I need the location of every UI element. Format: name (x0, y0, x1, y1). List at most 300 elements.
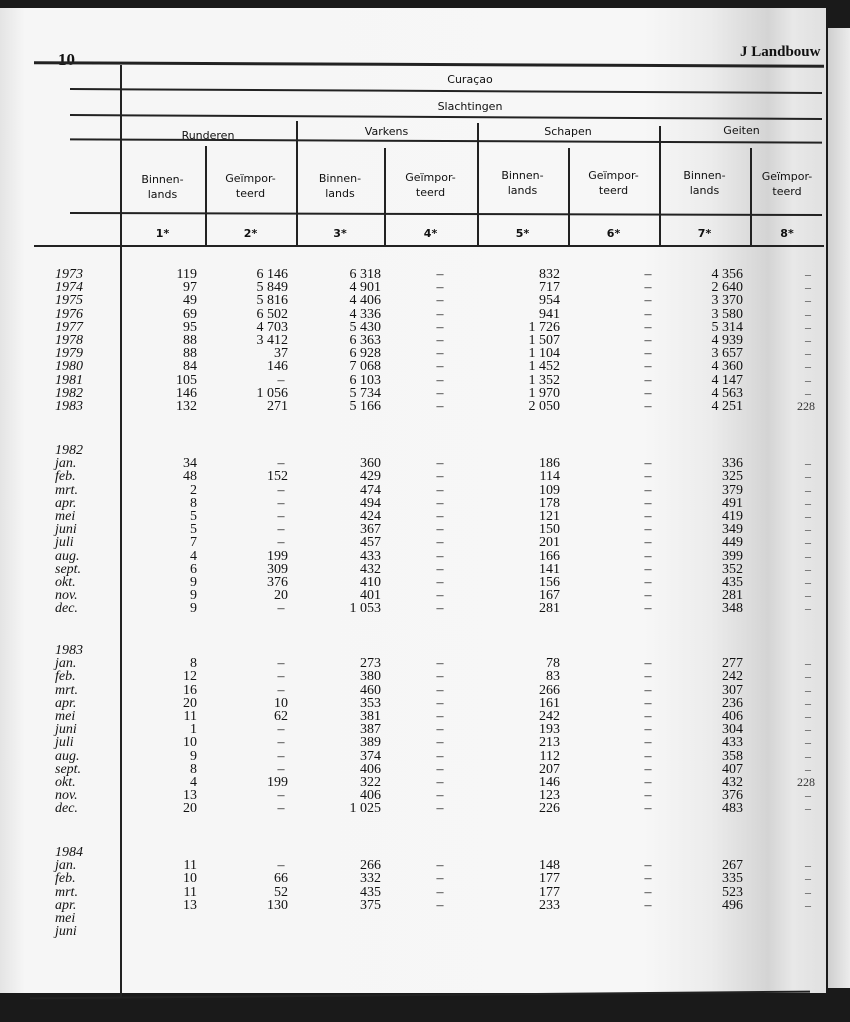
row-label: nov. (55, 588, 78, 604)
table-cell: 271 (267, 399, 288, 414)
table-cell: 242 (722, 669, 743, 685)
table-cell: – (644, 319, 652, 335)
header-rule-2 (70, 114, 822, 119)
table-cell: – (436, 267, 444, 282)
table-cell: 353 (360, 695, 381, 711)
table-cell: 37 (274, 346, 288, 362)
subcolumn-header (568, 168, 659, 198)
table-cell: 10 (274, 695, 288, 711)
table-cell: 332 (360, 871, 381, 887)
row-label: aug. (55, 748, 80, 764)
table-bottom-rule (30, 991, 810, 1000)
table-cell: 457 (360, 535, 381, 551)
table-top-rule (34, 61, 824, 67)
table-cell: – (277, 482, 285, 498)
table-cell: – (644, 456, 652, 472)
table-cell: – (644, 588, 652, 604)
table-cell: – (805, 871, 811, 886)
table-cell: – (644, 897, 652, 913)
table-cell: – (805, 319, 811, 334)
table-cell: 3 412 (256, 333, 288, 348)
table-cell: – (805, 709, 811, 723)
table-cell: – (644, 522, 652, 538)
table-cell: 376 (722, 788, 743, 804)
table-cell: – (805, 267, 811, 281)
table-cell: – (644, 346, 652, 362)
table-cell: – (436, 306, 444, 322)
table-cell: 435 (360, 884, 381, 900)
table-cell: – (805, 897, 811, 912)
table-cell: 105 (176, 372, 197, 388)
table-cell: – (644, 495, 652, 511)
table-cell: 374 (360, 748, 381, 764)
table-cell: – (805, 385, 811, 400)
group-header-schapen: Schapen (544, 125, 592, 138)
table-cell: – (644, 682, 652, 698)
table-cell: – (644, 293, 652, 309)
table-cell: 717 (539, 280, 560, 296)
table-cell: – (805, 293, 811, 308)
row-label: 1983 (55, 399, 83, 414)
row-label: mei (55, 509, 76, 524)
table-cell: 62 (274, 709, 288, 724)
table-cell: 5 (190, 522, 197, 538)
table-cell: – (644, 858, 652, 874)
row-label: 1982 (55, 385, 83, 401)
column-number: 8* (780, 227, 794, 240)
subcolumn-label-line2: teerd (598, 184, 629, 197)
table-cell: – (644, 548, 652, 564)
table-cell: 1 507 (528, 333, 560, 348)
table-cell: – (644, 306, 652, 322)
table-cell: 2 (190, 482, 197, 498)
table-cell: 349 (722, 522, 743, 538)
table-cell: 4 563 (711, 385, 743, 401)
table-cell: – (277, 722, 285, 738)
table-cell: 491 (722, 495, 743, 511)
table-cell: – (644, 695, 652, 711)
row-label: juli (55, 735, 74, 751)
table-cell: – (805, 788, 811, 803)
table-cell: 3 370 (711, 293, 743, 309)
table-cell: – (436, 709, 444, 724)
table-cell: – (805, 469, 811, 484)
row-label: 1973 (55, 267, 83, 282)
table-cell: – (805, 682, 811, 697)
table-cell: 406 (360, 788, 381, 804)
table-cell: 9 (190, 588, 197, 604)
table-cell: – (436, 280, 444, 296)
subcolumn-label-line2: teerd (235, 187, 266, 200)
row-label: apr. (55, 495, 77, 511)
table-cell: – (277, 522, 285, 538)
row-label: dec. (55, 801, 78, 817)
table-cell: – (644, 775, 652, 790)
table-cell: 207 (539, 761, 560, 777)
table-cell: 199 (267, 775, 288, 790)
table-cell: 5 (190, 509, 197, 524)
row-label: 1977 (55, 319, 83, 335)
table-cell: 433 (722, 735, 743, 751)
table-cell: 66 (274, 871, 288, 887)
table-cell: 11 (183, 858, 197, 874)
table-cell: – (436, 293, 444, 309)
table-cell: 1 (190, 722, 197, 738)
table-cell: 281 (722, 588, 743, 604)
table-cell: 273 (360, 656, 381, 672)
table-cell: 6 (190, 561, 197, 577)
table-cell: – (805, 695, 811, 710)
row-label: feb. (55, 669, 76, 685)
table-cell: 95 (183, 319, 197, 335)
table-cell: 236 (722, 695, 743, 711)
row-label: jan. (55, 656, 77, 672)
table-cell: – (805, 801, 811, 816)
table-cell: – (805, 884, 811, 899)
subcolumn-label-line1: Binnen- (318, 172, 362, 185)
row-label: 1981 (55, 372, 83, 388)
row-label: feb. (55, 871, 76, 887)
group-header-geiten: Geiten (723, 124, 760, 137)
row-label: dec. (55, 601, 78, 617)
column-number: 3* (333, 227, 347, 240)
row-label: juni (55, 522, 77, 538)
row-label: mrt. (55, 884, 78, 900)
table-cell: 193 (539, 722, 560, 738)
table-cell: 5 430 (349, 319, 381, 335)
table-cell: 1 025 (349, 801, 381, 817)
table-cell: 10 (183, 871, 197, 887)
table-cell: 69 (183, 306, 197, 322)
table-cell: – (277, 456, 285, 472)
table-cell: 496 (722, 897, 743, 913)
table-cell: 4 360 (711, 359, 743, 375)
table-cell: 228 (797, 775, 815, 789)
row-label: feb. (55, 469, 76, 485)
section-title: J Landbouw (740, 44, 821, 60)
table-cell: 432 (360, 561, 381, 577)
table-cell: 4 939 (711, 333, 743, 348)
table-cell: 399 (722, 548, 743, 564)
table-cell: – (436, 722, 444, 738)
row-label: apr. (55, 695, 77, 711)
row-label: juni (55, 722, 77, 738)
row-label: 1975 (55, 293, 83, 309)
row-label: jan. (55, 456, 77, 472)
table-cell: – (644, 735, 652, 751)
table-cell: – (644, 482, 652, 498)
table-cell: 4 (190, 775, 197, 790)
table-cell: 8 (190, 761, 197, 777)
table-cell: 410 (360, 575, 381, 590)
table-cell: – (277, 748, 285, 764)
table-cell: 114 (539, 469, 560, 485)
table-cell: 49 (183, 293, 197, 309)
table-cell: 6 146 (256, 267, 288, 282)
table-cell: 5 816 (256, 293, 288, 309)
table-cell: – (436, 399, 444, 414)
table-cell: 141 (539, 561, 560, 577)
row-label: juli (55, 535, 74, 551)
header-rule-1 (70, 88, 822, 93)
table-cell: 4 (190, 548, 197, 564)
table-cell: 130 (267, 897, 288, 913)
subcolumn-label-line2: teerd (415, 186, 446, 199)
subcolumn-label-line2: lands (507, 184, 538, 197)
table-cell: – (436, 346, 444, 362)
table-cell: – (277, 535, 285, 551)
page-number: 10 (58, 50, 75, 69)
table-cell: 4 901 (349, 280, 381, 296)
table-cell: 387 (360, 722, 381, 738)
table-cell: 112 (539, 748, 560, 764)
table-cell: 406 (722, 709, 743, 724)
table-cell: 161 (539, 695, 560, 711)
table-cell: 11 (183, 709, 197, 724)
subcolumn-header (205, 171, 296, 201)
table-cell: – (644, 399, 652, 414)
table-cell: 1 726 (528, 319, 560, 335)
table-cell: 146 (267, 359, 288, 375)
table-cell: – (805, 359, 811, 374)
table-cell: 2 640 (711, 280, 743, 296)
table-cell: – (644, 359, 652, 375)
table-cell: – (277, 682, 285, 698)
subtitle-header: Slachtingen (437, 100, 503, 113)
subcolumn-header (477, 168, 568, 198)
table-cell: – (644, 669, 652, 685)
table-cell: – (436, 522, 444, 538)
table-cell: – (436, 319, 444, 335)
table-cell: – (436, 535, 444, 551)
table-cell: 146 (176, 385, 197, 401)
table-cell: – (436, 656, 444, 672)
subcolumn-header (120, 172, 205, 202)
stub-divider (120, 65, 122, 997)
table-cell: – (805, 509, 811, 523)
table-cell: 424 (360, 509, 381, 524)
table-cell: 277 (722, 656, 743, 672)
table-cell: 20 (183, 695, 197, 711)
table-cell: – (805, 280, 811, 295)
table-cell: 9 (190, 748, 197, 764)
table-cell: – (436, 575, 444, 590)
table-cell: 1 352 (528, 372, 560, 388)
table-cell: – (644, 372, 652, 388)
table-cell: 8 (190, 656, 197, 672)
row-label: 1979 (55, 346, 83, 362)
table-cell: 325 (722, 469, 743, 485)
table-cell: – (277, 509, 285, 524)
table-cell: 5 734 (349, 385, 381, 401)
region-header: Curaçao (447, 73, 493, 86)
subcolumn-label-line1: Geïmpor- (761, 170, 813, 183)
column-number: 4* (423, 227, 438, 240)
table-cell: 119 (176, 267, 197, 282)
table-cell: – (805, 858, 811, 873)
row-label: 1980 (55, 359, 83, 375)
row-label: 1976 (55, 306, 83, 322)
table-cell: 150 (539, 522, 560, 538)
table-cell: 166 (539, 548, 560, 564)
table-cell: 941 (539, 306, 560, 322)
table-cell: 13 (183, 897, 197, 913)
table-cell: – (644, 509, 652, 524)
subcolumn-header (750, 169, 824, 199)
table-cell: – (436, 372, 444, 388)
row-label: okt. (55, 575, 76, 590)
table-cell: – (644, 748, 652, 764)
table-cell: – (805, 548, 811, 563)
table-cell: 88 (183, 346, 197, 362)
table-cell: 1 970 (528, 385, 560, 401)
row-label: 1978 (55, 333, 83, 348)
table-cell: 429 (360, 469, 381, 485)
table-cell: 4 251 (711, 399, 743, 414)
table-cell: – (277, 788, 285, 804)
table-cell: 433 (360, 548, 381, 564)
table-cell: – (644, 709, 652, 724)
table-cell: – (436, 884, 444, 900)
table-cell: – (805, 601, 811, 616)
table-cell: 97 (183, 280, 197, 296)
table-cell: 266 (539, 682, 560, 698)
table-cell: 11 (183, 884, 197, 900)
subcolumn-label-line1: Binnen- (501, 169, 544, 182)
table-cell: 406 (360, 761, 381, 777)
table-cell: 954 (539, 293, 560, 309)
table-cell: 460 (360, 682, 381, 698)
table-cell: – (436, 588, 444, 604)
table-cell: 10 (183, 735, 197, 751)
table-cell: 12 (183, 669, 197, 685)
table-cell: 242 (539, 709, 560, 724)
next-page-edge (828, 28, 850, 988)
table-cell: – (805, 575, 811, 589)
table-cell: 4 406 (349, 293, 381, 309)
table-cell: – (277, 656, 285, 672)
table-cell: – (277, 858, 285, 874)
table-cell: – (436, 456, 444, 472)
table-cell: – (644, 575, 652, 590)
subcolumn-label-line1: Geïmpor- (588, 169, 639, 182)
table-cell: – (436, 858, 444, 874)
subcolumn-label-line2: lands (325, 187, 355, 200)
table-cell: – (436, 761, 444, 777)
table-cell: 228 (797, 399, 815, 413)
table-cell: – (436, 359, 444, 375)
document-page (0, 8, 826, 993)
table-cell: – (644, 333, 652, 348)
table-cell: – (277, 372, 285, 388)
table-cell: 309 (267, 561, 288, 577)
table-cell: – (436, 548, 444, 564)
table-cell: – (436, 788, 444, 804)
row-label: juni (55, 924, 77, 940)
row-label: mrt. (55, 482, 78, 498)
table-cell: 367 (360, 522, 381, 538)
table-cell: – (644, 871, 652, 887)
table-cell: 6 363 (349, 333, 381, 348)
table-cell: 109 (539, 482, 560, 498)
subcolumn-header (384, 170, 477, 200)
table-cell: 281 (539, 601, 560, 617)
table-cell: – (644, 469, 652, 485)
table-cell: – (805, 748, 811, 763)
table-cell: 148 (539, 858, 560, 874)
table-cell: 226 (539, 801, 560, 817)
table-cell: 8 (190, 495, 197, 511)
table-cell: – (644, 801, 652, 817)
column-number: 7* (697, 227, 712, 240)
table-cell: – (644, 385, 652, 401)
table-cell: 20 (183, 801, 197, 817)
table-cell: – (805, 346, 811, 361)
table-cell: – (644, 561, 652, 577)
table-cell: 375 (360, 897, 381, 913)
table-cell: 304 (722, 722, 743, 738)
table-cell: 88 (183, 333, 197, 348)
table-cell: – (644, 761, 652, 777)
table-cell: 146 (539, 775, 560, 790)
table-cell: 376 (267, 575, 288, 590)
subcolumn-label-line2: teerd (772, 185, 802, 198)
table-cell: 20 (274, 588, 288, 604)
group-header-runderen: Runderen (181, 129, 235, 142)
table-cell: 84 (183, 359, 197, 375)
table-cell: – (805, 561, 811, 576)
table-cell: 449 (722, 535, 743, 551)
table-cell: – (277, 735, 285, 751)
table-cell: 6 103 (349, 372, 381, 388)
table-cell: 199 (267, 548, 288, 564)
table-cell: 419 (722, 509, 743, 524)
table-cell: – (644, 267, 652, 282)
row-label: mei (55, 709, 76, 724)
table-cell: 177 (539, 884, 560, 900)
table-cell: 177 (539, 871, 560, 887)
table-cell: 167 (539, 588, 560, 604)
group-header-varkens: Varkens (364, 125, 409, 138)
table-cell: – (436, 871, 444, 887)
table-cell: – (436, 801, 444, 817)
table-cell: 407 (722, 761, 743, 777)
table-cell: – (644, 884, 652, 900)
table-cell: 132 (176, 399, 197, 414)
table-cell: – (436, 735, 444, 751)
column-number: 5* (515, 227, 530, 240)
table-cell: 123 (539, 788, 560, 804)
year-block-label: 1983 (55, 643, 83, 658)
row-label: sept. (55, 761, 82, 777)
row-label: aug. (55, 548, 80, 564)
table-cell: – (436, 695, 444, 711)
table-cell: 7 068 (349, 359, 381, 375)
table-cell: 121 (539, 509, 560, 524)
table-cell: 494 (360, 495, 381, 511)
table-cell: – (277, 761, 285, 777)
table-cell: – (805, 761, 811, 776)
table-cell: 16 (183, 682, 197, 698)
table-cell: 5 849 (256, 280, 288, 296)
table-cell: – (436, 495, 444, 511)
table-cell: 3 657 (711, 346, 743, 362)
table-cell: 6 928 (349, 346, 381, 362)
table-cell: 4 336 (349, 306, 381, 322)
table-cell: 4 147 (711, 372, 743, 388)
table-cell: – (436, 509, 444, 524)
table-cell: 267 (722, 858, 743, 874)
